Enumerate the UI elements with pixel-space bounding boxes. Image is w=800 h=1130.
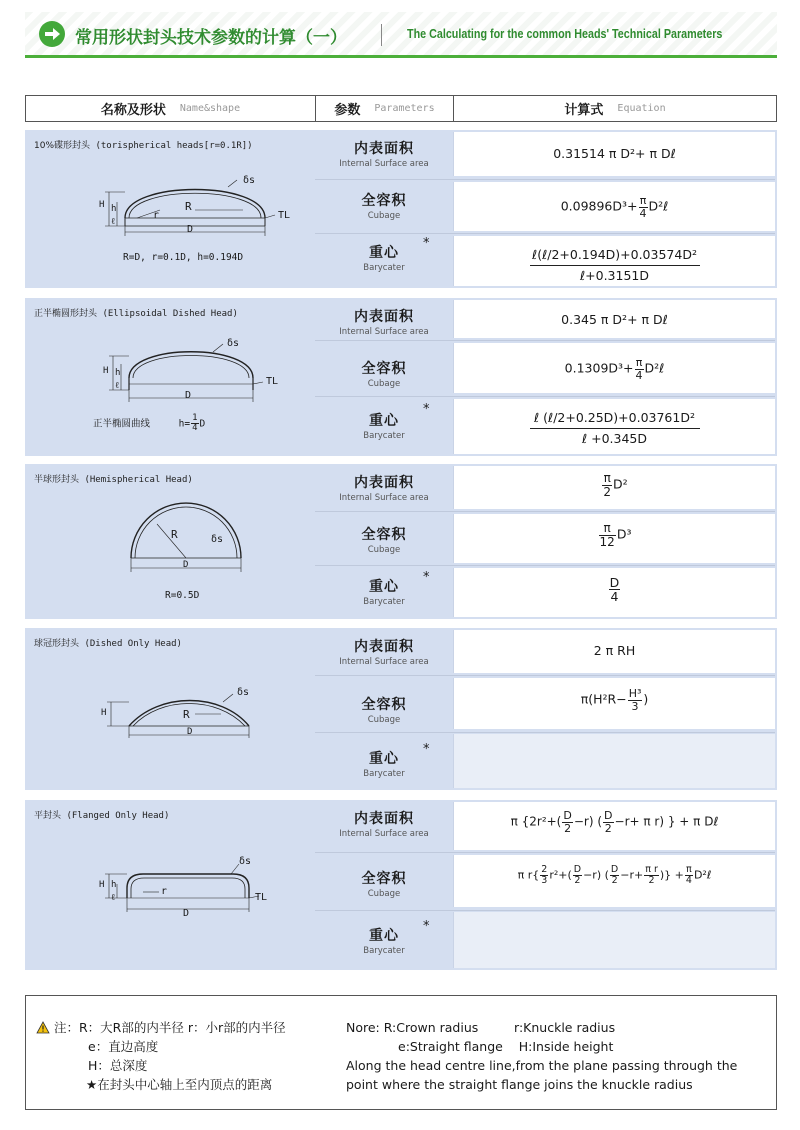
label-radius: R bbox=[183, 708, 190, 721]
param-barycenter: 重心 Barycater bbox=[363, 413, 405, 441]
param-area: 内表面积 Internal Surface area bbox=[339, 639, 429, 667]
label-straight-flange: ℓ bbox=[111, 893, 116, 903]
section-hemispherical bbox=[25, 464, 777, 619]
param-area: 内表面积 Internal Surface area bbox=[339, 811, 429, 839]
warning-icon bbox=[36, 1021, 50, 1034]
page-header bbox=[25, 12, 777, 58]
notes-box bbox=[25, 995, 777, 1110]
section-title: 平封头 (Flanged Only Head) bbox=[34, 811, 170, 821]
equation-area: π {2r²+( $\frac{D}{2}$ −r) ( $\frac{D}{2}$ −r+ π r) } + π Dℓ bbox=[453, 802, 775, 850]
section-title: 正半椭圆形封头 (Ellipsoidal Dished Head) bbox=[34, 309, 238, 319]
label-thickness: δs bbox=[227, 338, 240, 349]
title-separator bbox=[381, 24, 382, 46]
section-title: 球冠形封头 (Dished Only Head) bbox=[34, 639, 182, 649]
column-name: 名称及形状 Name&shape bbox=[26, 96, 316, 121]
label-tangent-line: TL bbox=[266, 376, 279, 387]
label-height-h: h bbox=[111, 880, 117, 890]
page-title-cn: 常用形状封头技术参数的计算（一） bbox=[75, 28, 347, 48]
label-diameter: D bbox=[187, 727, 193, 737]
section-torispherical bbox=[25, 130, 777, 288]
dished-only-head-diagram bbox=[25, 628, 315, 790]
equation-barycenter-blank bbox=[453, 734, 775, 788]
param-barycenter: 重心 Barycater bbox=[363, 751, 405, 779]
section-ellipsoidal bbox=[25, 298, 777, 456]
notes-chinese: 注：R：大R部的内半径 r：小r部的内半径 e：直边高度 H：总深度 ★在封头中心轴上至内顶点的距离 bbox=[36, 1018, 286, 1094]
label-straight-flange: ℓ bbox=[111, 217, 116, 227]
label-height-H: H bbox=[101, 708, 107, 718]
column-equation: 计算式 Equation bbox=[564, 103, 666, 118]
equation-barycenter: ℓ (ℓ/2+0.25D)+0.03761D² ℓ +0.345D bbox=[453, 399, 775, 454]
equation-volume: 0.1309D³+ $\frac{\pi}{4}$ D²ℓ bbox=[453, 343, 775, 393]
param-barycenter: 重心 Barycater bbox=[363, 579, 405, 607]
equation-barycenter: ℓ(ℓ/2+0.194D)+0.03574D² ℓ+0.3151D bbox=[453, 236, 775, 286]
param-volume: 全容积 Cubage bbox=[361, 871, 407, 899]
label-diameter: D bbox=[183, 560, 189, 570]
section-caption: R=D, r=0.1D, h=0.194D bbox=[123, 252, 244, 263]
section-dished-only bbox=[25, 628, 777, 790]
table-column-header bbox=[25, 95, 777, 122]
label-height-h: h bbox=[111, 204, 117, 214]
label-height-H: H bbox=[99, 880, 105, 890]
section-flanged-only bbox=[25, 800, 777, 970]
param-area: 内表面积 Internal Surface area bbox=[339, 141, 429, 169]
label-diameter: D bbox=[185, 390, 192, 401]
label-height-H: H bbox=[99, 200, 105, 210]
label-diameter: D bbox=[187, 224, 194, 235]
param-area: 内表面积 Internal Surface area bbox=[339, 309, 429, 337]
label-height-h: h bbox=[115, 368, 121, 378]
equation-volume: π(H²R− $\frac{\text{H³}}{3}$ ) bbox=[453, 678, 775, 729]
torispherical-head-diagram bbox=[25, 130, 315, 288]
param-volume: 全容积 Cubage bbox=[361, 697, 407, 725]
equation-volume: π r{ $\frac{2}{3}$ r²+( $\frac{D}{2}$ −r) ( $\frac{D}{2}$ −r+ $\frac{\text{π r}}{2}$ )} + $\frac{\pi}{4}$ D²ℓ bbox=[453, 855, 775, 907]
equation-barycenter: $\frac{D}{4}$ bbox=[453, 568, 775, 617]
equation-area: 0.345 π D²+ π Dℓ bbox=[453, 300, 775, 338]
equation-volume: 0.09896D³+ $\frac{\pi}{4}$ D²ℓ bbox=[453, 182, 775, 231]
label-knuckle-radius: r bbox=[153, 210, 160, 221]
equation-barycenter-blank bbox=[453, 912, 775, 968]
label-radius: R bbox=[171, 528, 178, 541]
equation-area: $\frac{\pi}{2}$ D² bbox=[453, 466, 775, 509]
param-barycenter: 重心 Barycater bbox=[363, 245, 405, 273]
param-volume: 全容积 Cubage bbox=[361, 193, 407, 221]
label-tangent-line: TL bbox=[278, 210, 291, 221]
label-thickness: δs bbox=[239, 856, 252, 867]
label-tangent-line: TL bbox=[255, 892, 268, 903]
param-barycenter: 重心 Barycater bbox=[363, 928, 405, 956]
label-thickness: δs bbox=[237, 687, 250, 698]
star-mark: * bbox=[423, 742, 430, 757]
column-parameters: 参数 Parameters bbox=[316, 96, 454, 121]
star-mark: * bbox=[423, 570, 430, 585]
label-knuckle-radius: r bbox=[161, 886, 168, 897]
label-diameter: D bbox=[183, 908, 190, 919]
equation-area: 0.31514 π D²+ π Dℓ bbox=[453, 132, 775, 176]
section-caption: 正半椭圆曲线 h= $\frac{1}{4}$ D bbox=[93, 413, 206, 434]
param-volume: 全容积 Cubage bbox=[361, 527, 407, 555]
arrow-right-icon bbox=[39, 21, 65, 47]
page-title-en: The Calculating for the common Heads' Technical Parameters bbox=[407, 27, 723, 41]
star-mark: * bbox=[423, 919, 430, 934]
star-mark: * bbox=[423, 402, 430, 417]
label-height-H: H bbox=[103, 366, 109, 376]
section-title: 10%碟形封头 (torispherical heads[r=0.1R]) bbox=[34, 141, 253, 151]
param-area: 内表面积 Internal Surface area bbox=[339, 475, 429, 503]
section-caption: R=0.5D bbox=[165, 590, 200, 601]
section-title: 半球形封头 (Hemispherical Head) bbox=[34, 475, 193, 485]
label-thickness: δs bbox=[211, 534, 224, 545]
star-mark: * bbox=[423, 236, 430, 251]
param-volume: 全容积 Cubage bbox=[361, 361, 407, 389]
label-straight-flange: ℓ bbox=[115, 381, 120, 391]
equation-volume: $\frac{\pi}{12}$ D³ bbox=[453, 514, 775, 563]
label-crown-radius: R bbox=[185, 200, 192, 213]
flanged-only-head-diagram bbox=[25, 800, 315, 970]
equation-area: 2 π RH bbox=[453, 630, 775, 673]
notes-english: Nore: R:Crown radius r:Knuckle radius e:Straight flange H:Inside height Along the head centre line,from the plane passing through the point where the straight flange joins the knuckle radius bbox=[346, 1020, 738, 1092]
label-thickness: δs bbox=[243, 175, 256, 186]
